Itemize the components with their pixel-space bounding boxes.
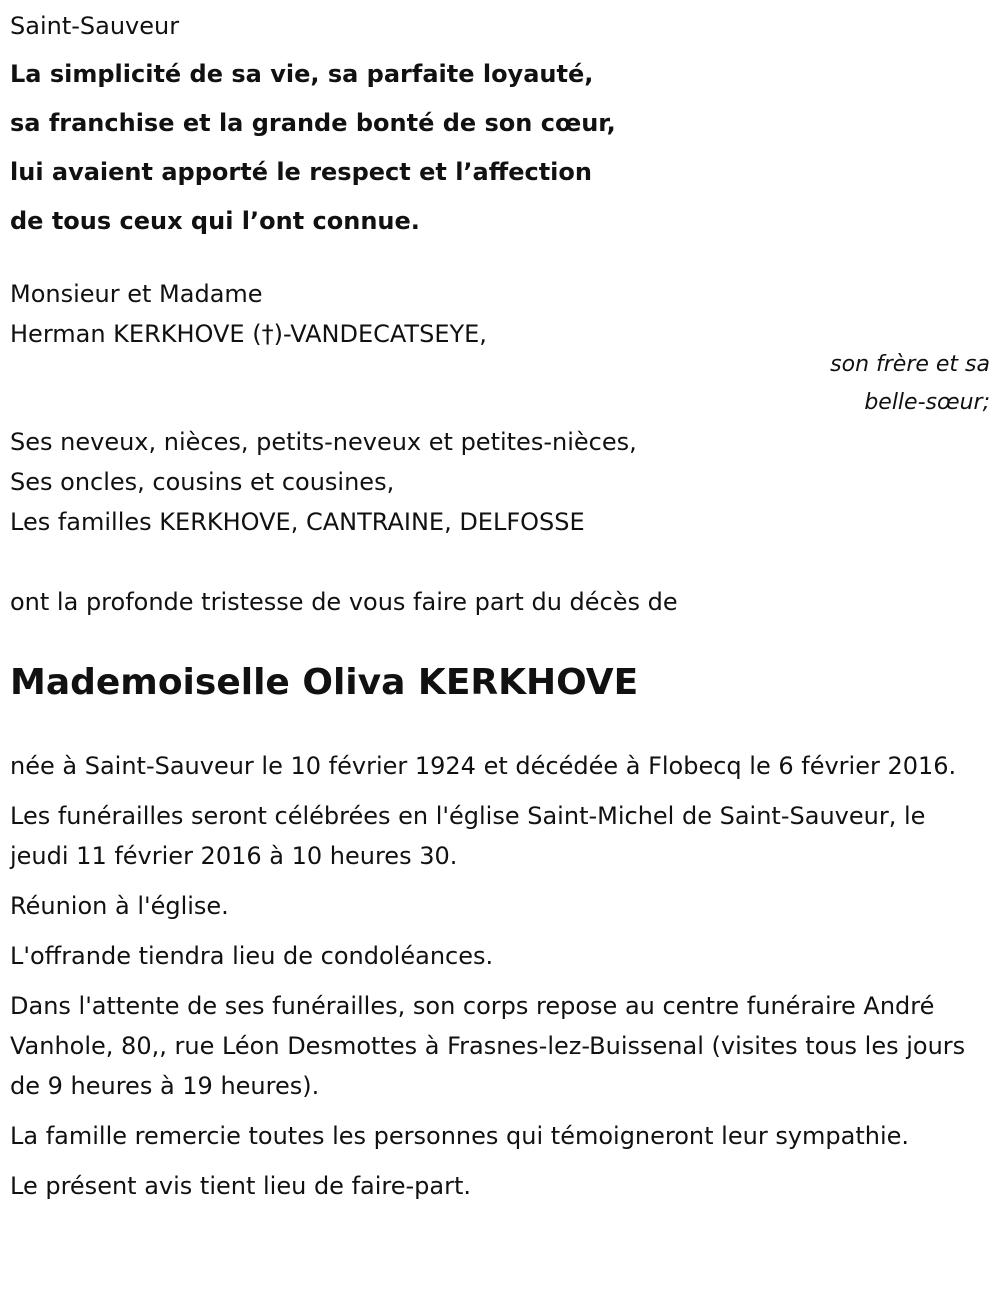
quote-line: La simplicité de sa vie, sa parfaite loyauté,: [10, 60, 594, 88]
meeting-paragraph: Réunion à l'église.: [10, 892, 229, 920]
family-relation: [10, 346, 990, 422]
relation-line: son frère et sa: [830, 352, 990, 377]
relation-line: belle-sœur;: [864, 390, 990, 415]
notice-paragraph: Le présent avis tient lieu de faire-part.: [10, 1172, 472, 1200]
announcement-text: ont la profonde tristesse de vous faire part du décès de: [10, 588, 678, 616]
quote-line: lui avaient apporté le respect et l’affection: [10, 158, 592, 186]
birth-death-paragraph: née à Saint-Sauveur le 10 février 1924 et décédée à Flobecq le 6 février 2016.: [10, 752, 957, 780]
details-section: [10, 746, 990, 1206]
relatives-line: Ses neveux, nièces, petits-neveux et petites-nièces,: [10, 428, 637, 456]
deceased-name: Mademoiselle Oliva KERKHOVE: [10, 662, 639, 703]
family-line: Monsieur et Madame: [10, 280, 263, 308]
thanks-paragraph: La famille remercie toutes les personnes qui témoigneront leur sympathie.: [10, 1122, 910, 1150]
memorial-quote: [10, 50, 990, 246]
obituary-notice: [10, 6, 990, 1216]
quote-line: de tous ceux qui l’ont connue.: [10, 207, 420, 235]
relatives-line: Ses oncles, cousins et cousines,: [10, 468, 395, 496]
family-line: Herman KERKHOVE (†)-VANDECATSEYE,: [10, 320, 487, 348]
relatives-section: [10, 422, 990, 542]
location-heading: Saint-Sauveur: [10, 12, 180, 40]
family-section: [10, 274, 990, 422]
funeral-paragraph: Les funérailles seront célébrées en l'église Saint-Michel de Saint-Sauveur, le jeudi 11 février 2016 à 10 heures 30.: [10, 802, 926, 870]
relatives-line: Les familles KERKHOVE, CANTRAINE, DELFOSSE: [10, 508, 585, 536]
quote-line: sa franchise et la grande bonté de son cœur,: [10, 109, 616, 137]
funeral-home-paragraph: Dans l'attente de ses funérailles, son corps repose au centre funéraire André Vanhole, 80,, rue Léon Desmottes à Frasnes-lez-Buissenal (visites tous les jours de 9 heures à 19 heures).: [10, 992, 966, 1100]
offering-paragraph: L'offrande tiendra lieu de condoléances.: [10, 942, 494, 970]
